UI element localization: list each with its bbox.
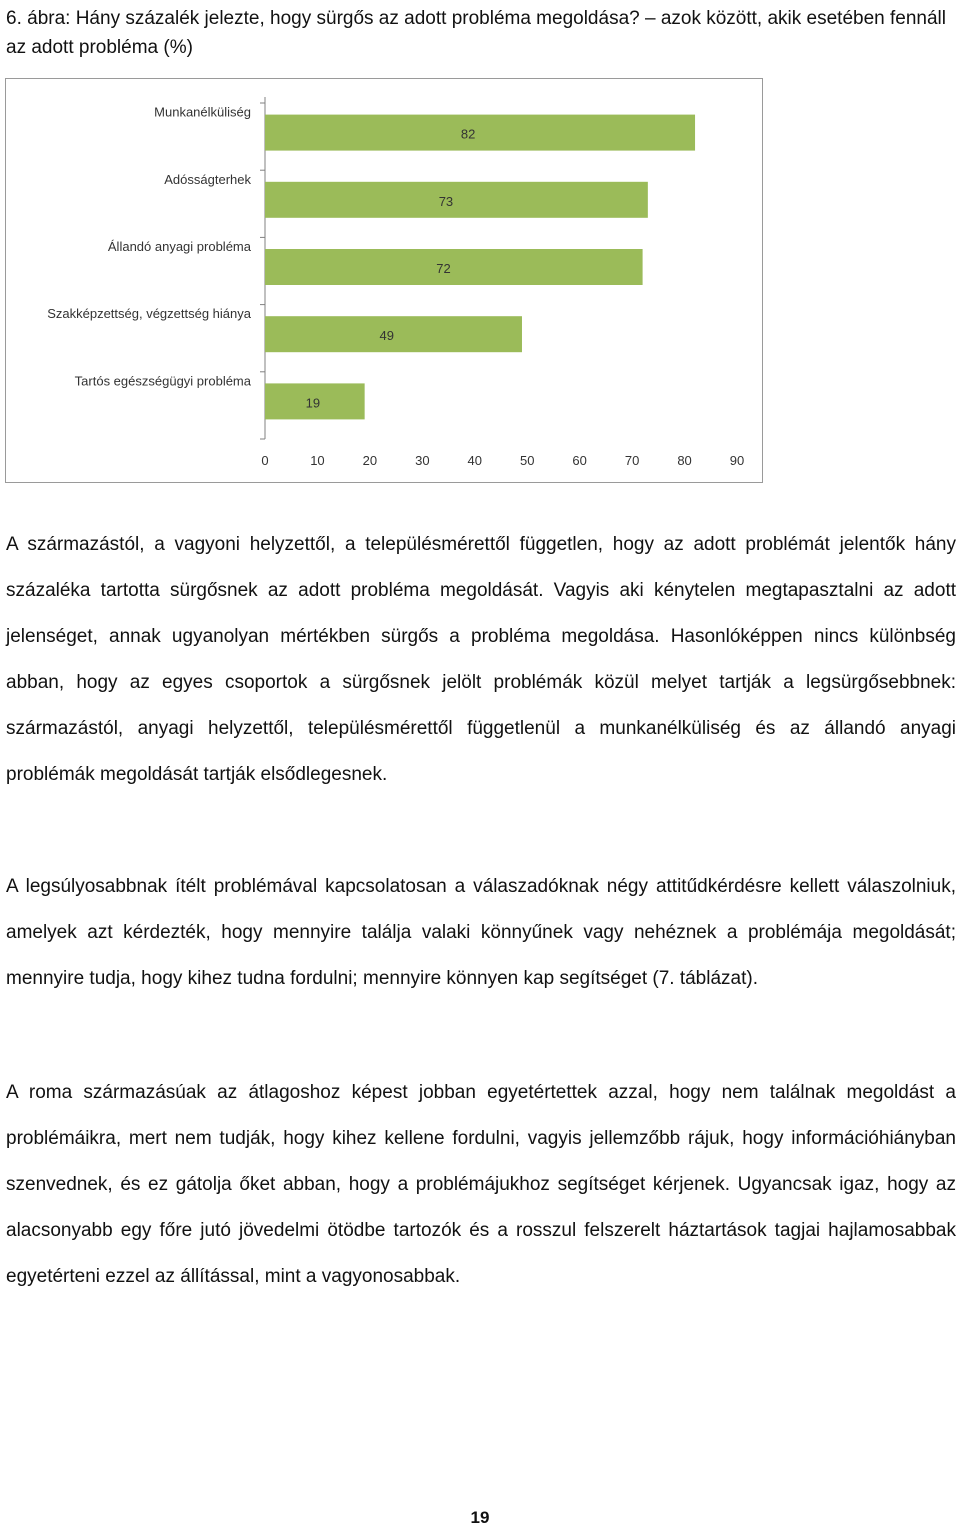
x-tick-label: 30 bbox=[415, 453, 430, 468]
page-number: 19 bbox=[470, 1508, 490, 1527]
category-label: Szakképzettség, végzettség hiánya bbox=[47, 306, 251, 322]
x-tick-label: 70 bbox=[624, 453, 640, 468]
x-tick-label: 20 bbox=[362, 453, 378, 468]
category-label: Állandó anyagi probléma bbox=[107, 239, 251, 254]
data-label: 19 bbox=[305, 395, 321, 411]
x-tick-label: 10 bbox=[310, 453, 325, 468]
bar bbox=[265, 115, 695, 151]
paragraph-3: A roma származásúak az átlagoshoz képest jobban egyetértettek azzal, hogy nem találnak megoldást a problémáikra, mert nem tudják, hogy kihez kellene fordulni, vagyis jellemzőbb rájuk, hogy információhiányban szenvednek, és ez gátolja őket abban, hogy a problémájukhoz segítséget kérjenek. Ugyancsak igaz, hogy az alacsonyabb egy főre jutó jövedelmi ötödbe tartozók és a rosszul felszerelt háztartások tagjai hajlamosabbak egyetérteni ezzel az állítással, mint a vagyonosabbak. bbox=[6, 1082, 956, 1287]
x-tick-label: 80 bbox=[677, 453, 692, 468]
x-tick-label: 50 bbox=[519, 453, 535, 468]
x-tick-label: 60 bbox=[572, 453, 587, 468]
x-tick-label: 90 bbox=[729, 453, 745, 468]
paragraph-1: A származástól, a vagyoni helyzettől, a településmérettől független, hogy az adott problémát jelentők hány százaléka tartotta sürgősnek az adott probléma megoldását. Vagyis aki kénytelen megtapasztalni az adott jelenséget, annak ugyanolyan mértékben sürgős a probléma megoldása. Hasonlóképpen nincs különbség abban, hogy az egyes csoportok a sürgősnek jelölt problémák közül melyet tartják a legsürgősebbnek: származástól, anyagi helyzettől, településmérettől függetlenül a munkanélküliség és az állandó anyagi problémák megoldását tartják elsődlegesnek. bbox=[6, 534, 956, 785]
x-tick-label: 40 bbox=[467, 453, 483, 468]
data-label: 49 bbox=[379, 328, 395, 344]
data-label: 73 bbox=[438, 193, 454, 209]
category-label: Munkanélküliség bbox=[154, 104, 251, 120]
data-label: 82 bbox=[460, 126, 476, 142]
figure-title: 6. ábra: Hány százalék jelezte, hogy sürgős az adott probléma megoldása? – azok között, akik esetében fennáll az adott probléma (%) bbox=[6, 8, 946, 58]
category-label: Tartós egészségügyi probléma bbox=[74, 373, 251, 389]
category-label: Adósságterhek bbox=[164, 171, 251, 187]
bar bbox=[265, 249, 643, 285]
paragraph-2: A legsúlyosabbnak ítélt problémával kapcsolatosan a válaszadóknak négy attitűdkérdésre kellett válaszolniuk, amelyek azt kérdezték, hogy mennyire találja valaki könnyűnek vagy nehéznek a problémája megoldását; mennyire tudja, hogy kihez tudna fordulni; mennyire könnyen kap segítséget (7. táblázat). bbox=[6, 876, 956, 989]
bar-chart bbox=[5, 78, 763, 483]
bar bbox=[265, 182, 648, 218]
x-tick-label: 0 bbox=[261, 453, 269, 468]
bar-chart-svg bbox=[6, 79, 762, 482]
data-label: 72 bbox=[436, 261, 451, 276]
